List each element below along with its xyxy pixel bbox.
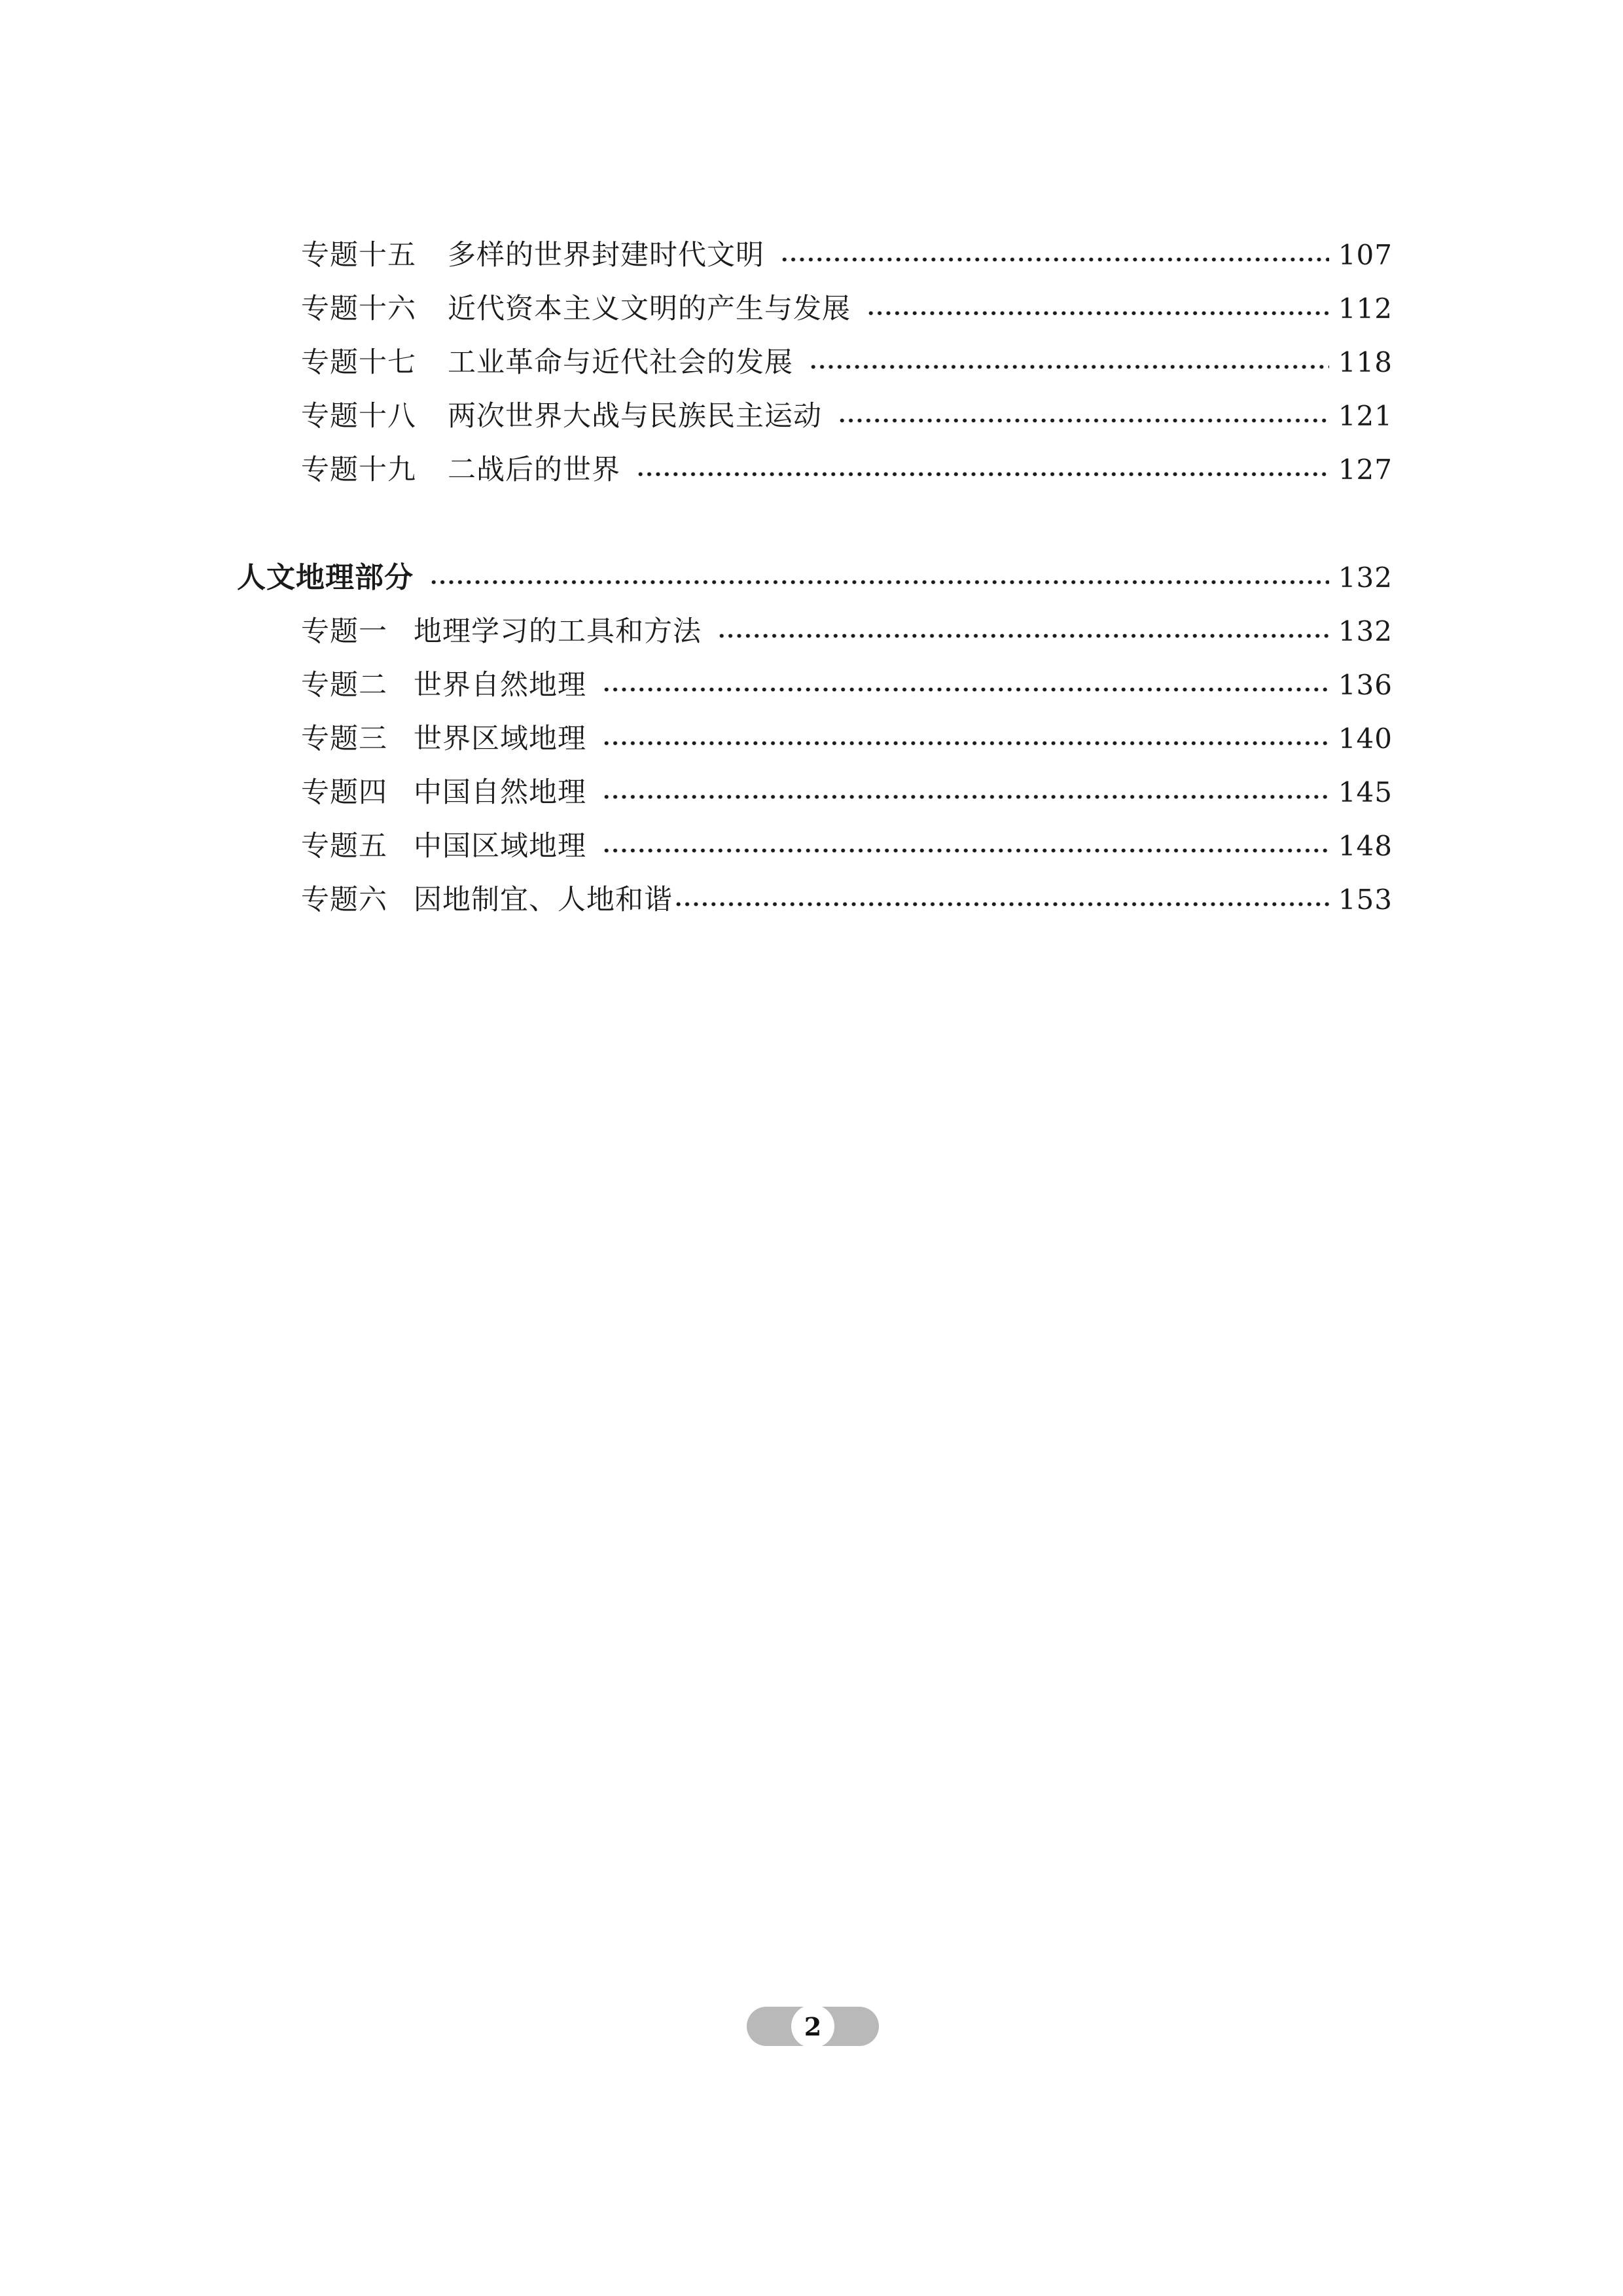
page-number: 145 [1338, 776, 1393, 808]
topic-title: 二战后的世界 [448, 454, 620, 486]
dot-leader [429, 557, 1329, 599]
topic-number: 专题十六 [301, 293, 416, 325]
dot-leader [602, 718, 1329, 760]
topic-number: 专题二 [301, 669, 387, 702]
toc-entry-topic-15[interactable] [301, 234, 1393, 276]
dot-leader [602, 825, 1329, 867]
page-number: 112 [1338, 293, 1393, 325]
toc-entry-topic-16[interactable] [301, 288, 1393, 330]
toc-entry-geo-topic-2[interactable] [301, 664, 1393, 706]
folio-page-number: 2 [791, 2005, 834, 2048]
dot-leader [674, 879, 1329, 921]
topic-number: 专题五 [301, 830, 387, 863]
page-number: 132 [1338, 615, 1393, 647]
dot-leader [602, 772, 1329, 814]
dot-leader [866, 288, 1329, 330]
dot-leader [780, 234, 1329, 276]
toc-entry-geo-topic-3[interactable] [301, 718, 1393, 760]
topic-title: 多样的世界封建时代文明 [448, 239, 764, 272]
topic-title: 中国自然地理 [414, 776, 586, 809]
topic-number: 专题四 [301, 776, 387, 809]
dot-leader [636, 449, 1329, 491]
topic-title: 世界区域地理 [414, 723, 586, 755]
section-title: 人文地理部分 [237, 561, 414, 594]
topic-number: 专题十九 [301, 454, 416, 486]
page-number: 148 [1338, 830, 1393, 862]
toc-entry-geo-topic-5[interactable] [301, 825, 1393, 867]
topic-title: 工业革命与近代社会的发展 [448, 346, 793, 379]
topic-title: 地理学习的工具和方法 [414, 615, 702, 648]
toc-entry-topic-19[interactable] [301, 449, 1393, 491]
dot-leader [602, 664, 1329, 706]
topic-number: 专题十五 [301, 239, 416, 272]
dot-leader [838, 395, 1329, 437]
page-number: 107 [1338, 239, 1393, 271]
topic-number: 专题十七 [301, 346, 416, 379]
topic-number: 专题十八 [301, 400, 416, 433]
page-number: 140 [1338, 723, 1393, 755]
page-number: 127 [1338, 454, 1393, 486]
page-number: 136 [1338, 669, 1393, 701]
topic-number: 专题六 [301, 884, 387, 916]
toc-entry-topic-18[interactable] [301, 395, 1393, 437]
topic-number: 专题三 [301, 723, 387, 755]
topic-title: 近代资本主义文明的产生与发展 [448, 293, 851, 325]
toc-entry-geo-topic-6[interactable] [301, 879, 1393, 921]
topic-title: 世界自然地理 [414, 669, 586, 702]
toc-section-human-geography[interactable] [237, 557, 1393, 599]
toc-entry-geo-topic-1[interactable] [301, 611, 1393, 653]
topic-number: 专题一 [301, 615, 387, 648]
page-number: 132 [1338, 562, 1393, 594]
page-number: 121 [1338, 400, 1393, 432]
dot-leader [809, 342, 1329, 384]
topic-title: 因地制宜、人地和谐 [414, 884, 673, 916]
topic-title: 两次世界大战与民族民主运动 [448, 400, 822, 433]
toc-entry-topic-17[interactable] [301, 342, 1393, 384]
toc-entry-geo-topic-4[interactable] [301, 772, 1393, 814]
page-number: 118 [1338, 346, 1393, 378]
topic-title: 中国区域地理 [414, 830, 586, 863]
page-number: 153 [1338, 884, 1393, 916]
dot-leader [717, 611, 1329, 653]
